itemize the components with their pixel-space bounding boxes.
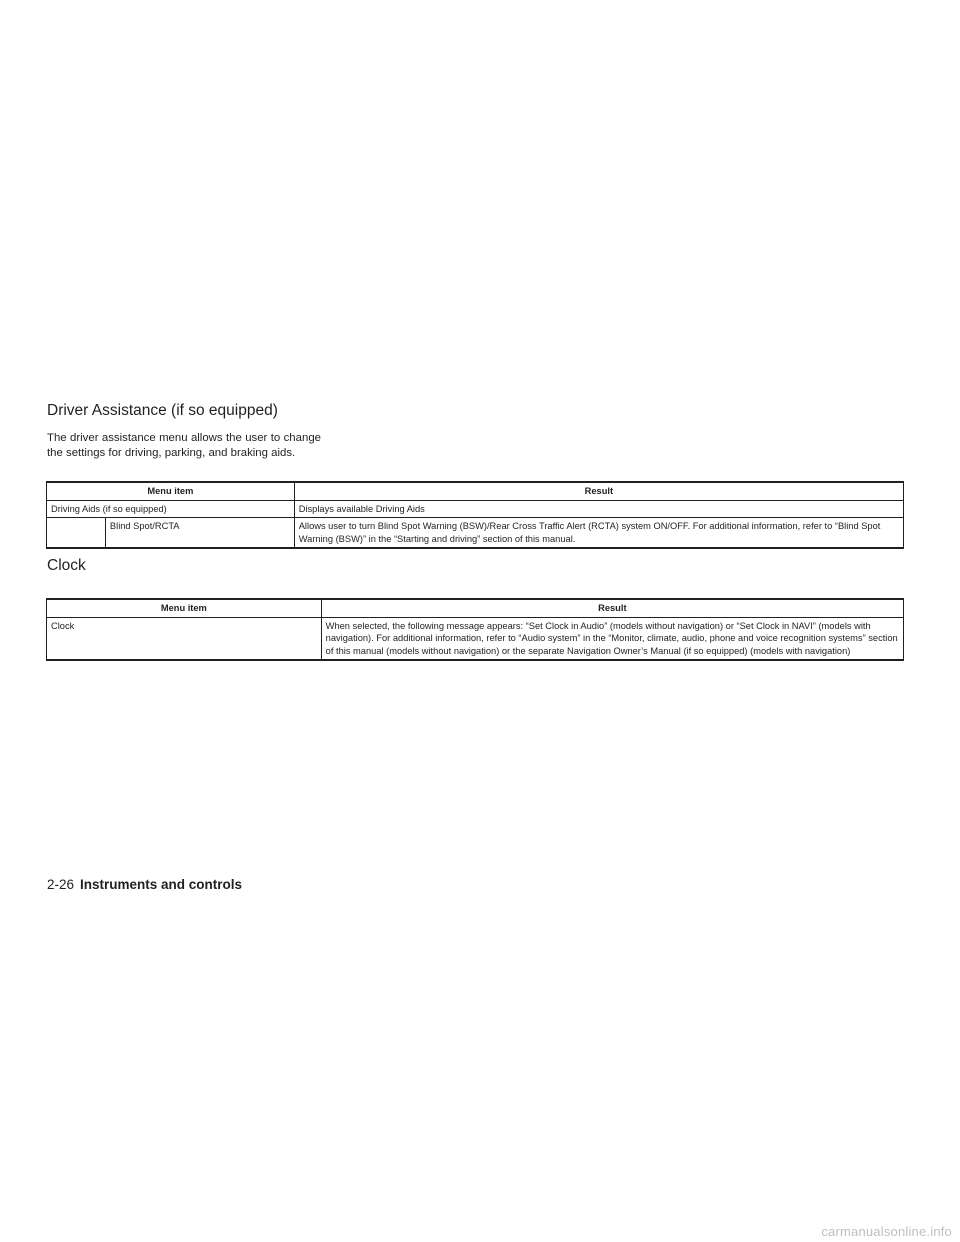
driver-assistance-heading: Driver Assistance (if so equipped) (47, 402, 278, 419)
driver-assistance-intro: The driver assistance menu allows the user to change the settings for driving, parking, and braking aids. (47, 432, 321, 459)
page-footer (47, 877, 242, 892)
column-header-menu-item: Menu item (47, 599, 322, 617)
clock-heading: Clock (47, 557, 86, 574)
indent-cell (47, 518, 106, 549)
column-header-menu-item: Menu item (47, 482, 295, 500)
page-number: 2-26 (47, 877, 75, 892)
footer-section-title: Instruments and controls (80, 877, 243, 892)
table-header-row (47, 599, 904, 617)
watermark-text: carmanualsonline.info (821, 1224, 952, 1239)
table-row (47, 518, 904, 549)
result-cell: Allows user to turn Blind Spot Warning (BSW)/Rear Cross Traffic Alert (RCTA) system ON/OFF. For additional information, refer to “Blind Spot Warning (BSW)” in the “Starting and driving” section of this manual. (294, 518, 903, 549)
column-header-result: Result (321, 599, 903, 617)
driver-assistance-table (46, 481, 904, 549)
menu-item-cell: Blind Spot/RCTA (105, 518, 294, 549)
column-header-result: Result (294, 482, 903, 500)
table-row (47, 617, 904, 660)
result-cell: Displays available Driving Aids (294, 500, 903, 518)
clock-table (46, 598, 904, 661)
menu-item-cell: Driving Aids (if so equipped) (47, 500, 295, 518)
table-row (47, 500, 904, 518)
table-header-row (47, 482, 904, 500)
result-cell: When selected, the following message appears: “Set Clock in Audio” (models without navigation) or “Set Clock in NAVI” (models with navigation). For additional information, refer to “Audio system” in the “Monitor, climate, audio, phone and voice recognition systems” section of this manual (models without navigation) or the separate Navigation Owner’s Manual (if so equipped) (models with navigation) (321, 617, 903, 660)
menu-item-cell: Clock (47, 617, 322, 660)
